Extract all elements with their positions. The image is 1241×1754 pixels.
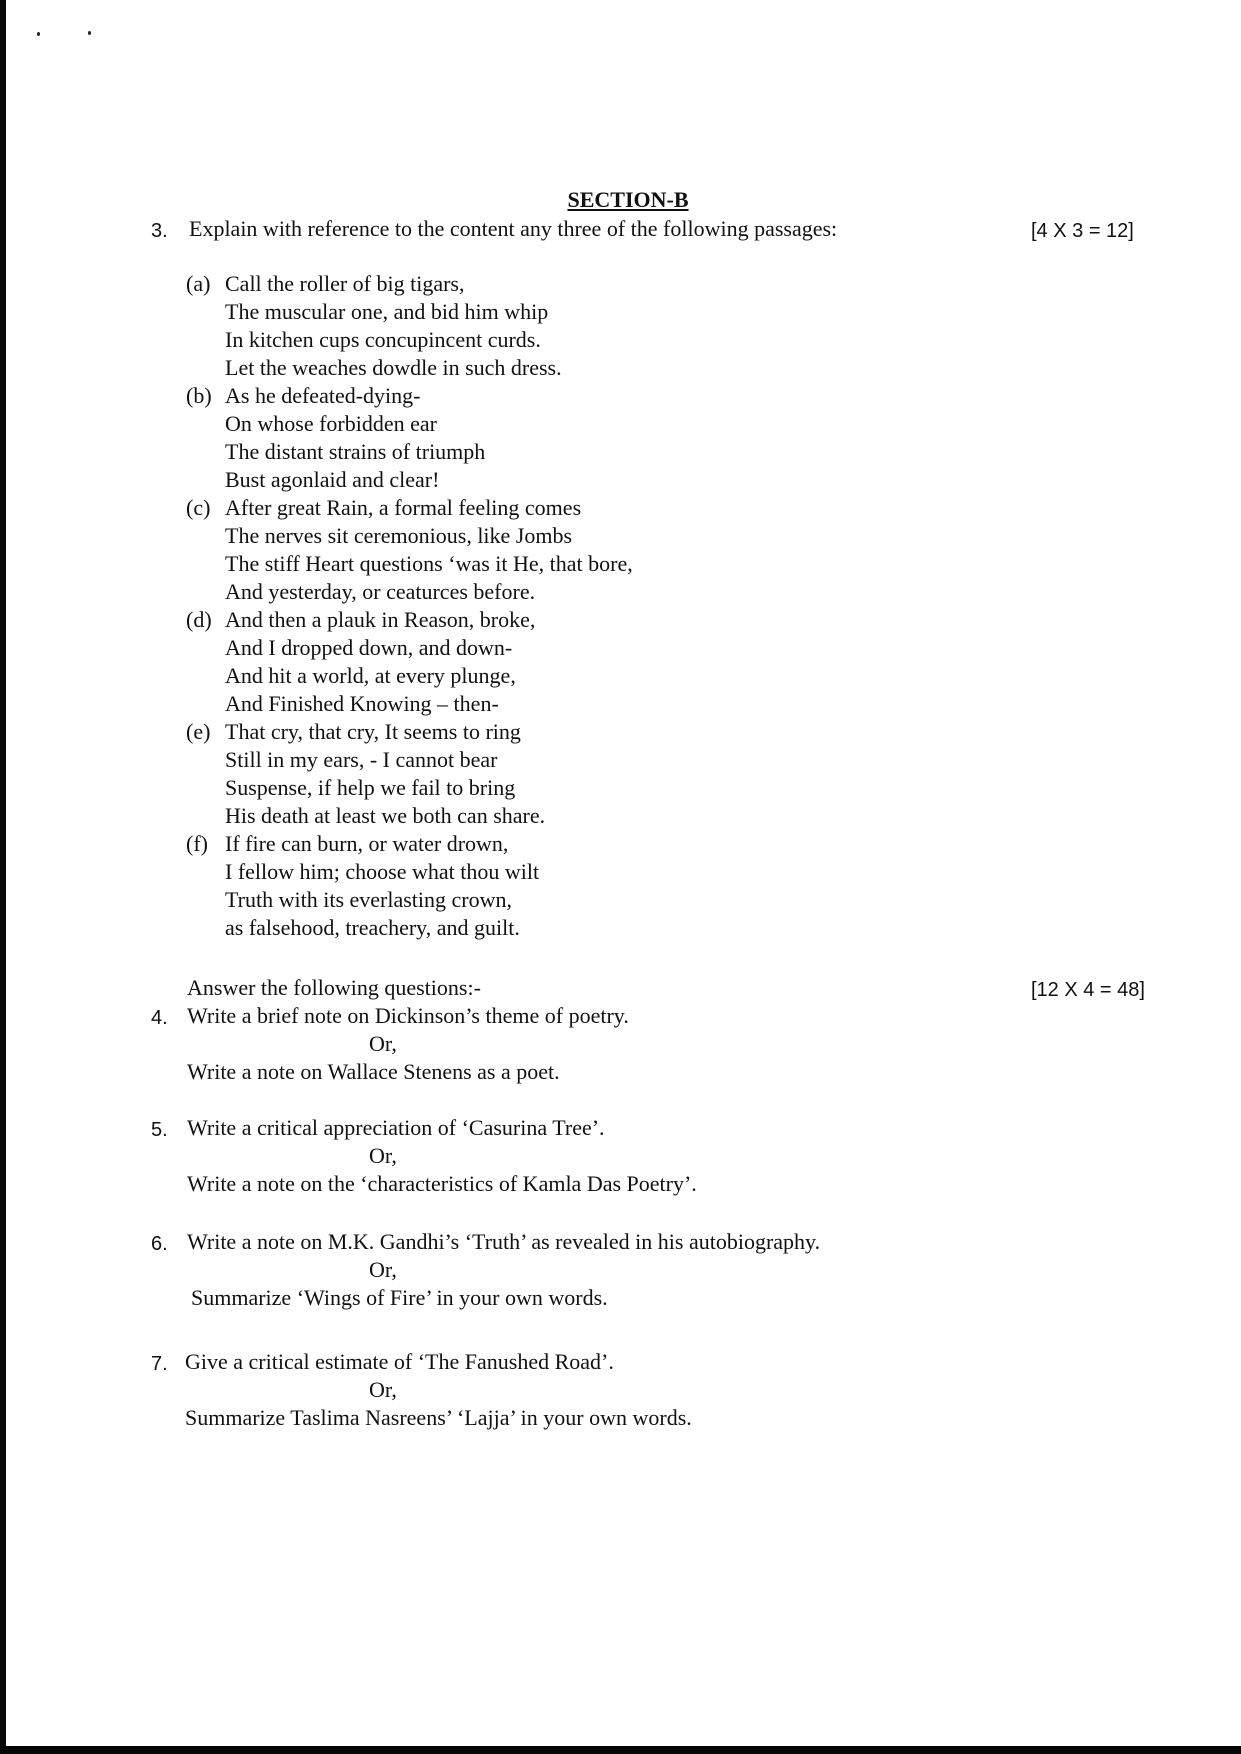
question-text: Explain with reference to the content any three of the following passages: [189,216,838,241]
passage-list [186,270,633,942]
question-alt-text: Write a note on Wallace Stenens as a poet. [187,1059,560,1084]
passage-d-line-3: And hit a world, at every plunge, [225,663,516,688]
passage-b-line-4: Bust agonlaid and clear! [225,467,440,492]
scan-bottom-border [0,1746,1241,1754]
passage-line-text: After great Rain, a formal feeling comes [225,495,582,520]
passage-line-text: And then a plauk in Reason, broke, [225,607,536,632]
passage-a-line-1 [186,270,633,298]
marks-label: [4 X 3 = 12] [1031,220,1134,242]
passage-e-line-2: Still in my ears, - I cannot bear [225,747,498,772]
passage-d-line-4: And Finished Knowing – then- [225,691,499,716]
passage-label: (d) [186,607,212,632]
passage-e-line-3: Suspense, if help we fail to bring [225,775,516,800]
section-title: SECTION-B [567,187,689,212]
passage-b-line-3: The distant strains of triumph [225,439,486,464]
question-text: Write a note on M.K. Gandhi’s ‘Truth’ as revealed in his autobiography. [187,1229,821,1254]
question-text: Give a critical estimate of ‘The Fanushed Road’. [185,1349,614,1374]
passage-line-text: Call the roller of big tigars, [225,271,465,296]
question-alt-text: Summarize Taslima Nasreens’ ‘Lajja’ in your own words. [185,1405,692,1430]
scan-left-border [0,0,6,1754]
passage-line-text: As he defeated-dying- [225,383,421,408]
passage-b-line-2: On whose forbidden ear [225,411,437,436]
passage-c-line-4: And yesterday, or ceaturces before. [225,579,536,604]
or-separator: Or, [369,1377,397,1402]
passage-f-line-4: as falsehood, treachery, and guilt. [225,915,520,940]
passage-label: (a) [186,271,211,296]
passage-label: (e) [186,719,211,744]
question-number: 6. [151,1233,168,1255]
passage-label: (c) [186,495,211,520]
question-text: Write a brief note on Dickinson’s theme of poetry. [187,1003,629,1028]
or-separator: Or, [369,1031,397,1056]
or-separator: Or, [369,1143,397,1168]
question-number: 3. [151,220,168,242]
scan-speck [37,32,40,36]
question-alt-text: Write a note on the ‘characteristics of Kamla Das Poetry’. [187,1171,697,1196]
passage-c-line-1 [186,494,633,522]
passage-label: (b) [186,383,212,408]
or-separator: Or, [369,1257,397,1282]
scan-speck [88,31,91,35]
question-number: 5. [151,1119,168,1141]
question-number: 4. [151,1007,168,1029]
passage-label: (f) [186,831,208,856]
passage-e-line-4: His death at least we both can share. [225,803,546,828]
passage-d-line-2: And I dropped down, and down- [225,635,513,660]
passage-line-text: If fire can burn, or water drown, [225,831,509,856]
passage-b-line-1 [186,382,633,410]
passage-a-line-3: In kitchen cups concupincent curds. [225,327,541,352]
question-alt-text: Summarize ‘Wings of Fire’ in your own words. [191,1285,608,1310]
passage-f-line-1 [186,830,633,858]
marks-label: [12 X 4 = 48] [1031,979,1145,1001]
question-text: Write a critical appreciation of ‘Casurina Tree’. [187,1115,605,1140]
passage-f-line-2: I fellow him; choose what thou wilt [225,859,540,884]
passage-c-line-2: The nerves sit ceremonious, like Jombs [225,523,573,548]
passage-e-line-1 [186,718,633,746]
passage-d-line-1 [186,606,633,634]
passage-a-line-2: The muscular one, and bid him whip [225,299,549,324]
passage-a-line-4: Let the weaches dowdle in such dress. [225,355,562,380]
passage-c-line-3: The stiff Heart questions ‘was it He, that bore, [225,551,633,576]
answer-instruction: Answer the following questions:- [187,975,481,1000]
question-number: 7. [151,1353,168,1375]
passage-f-line-3: Truth with its everlasting crown, [225,887,512,912]
passage-line-text: That cry, that cry, It seems to ring [225,719,521,744]
